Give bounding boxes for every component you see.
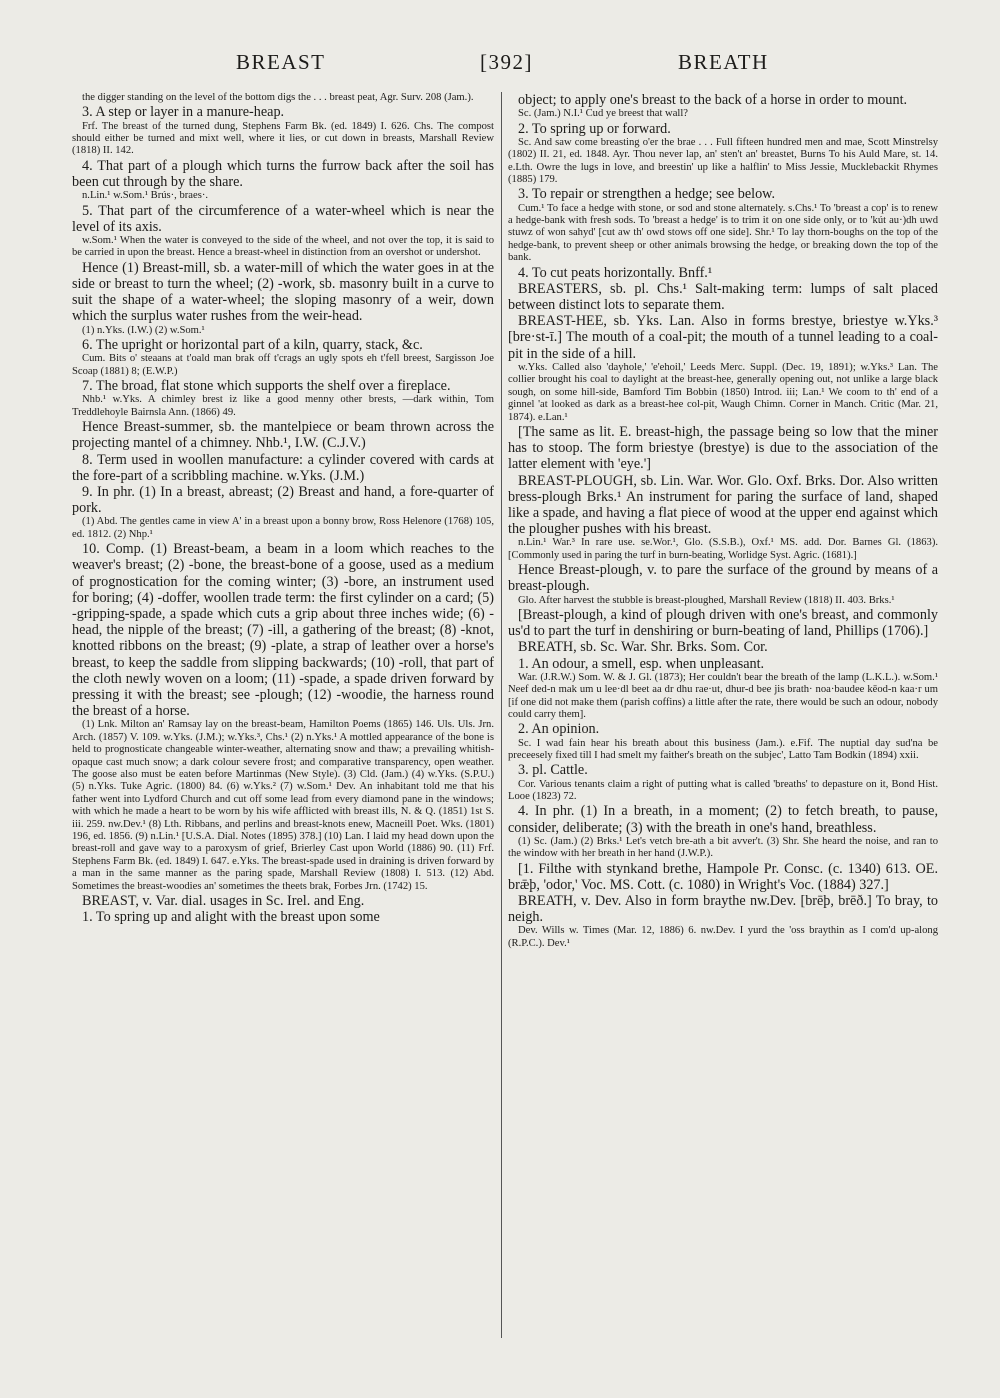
definition-paragraph: 10. Comp. (1) Breast-beam, a beam in a loom which reaches to the weaver's breast; (2) -bone, the breast-bone of a goose, used as a medium of prognostication for the coming winter; (3) -bore, an instrument used for boring; (4) -doffer, woollen trade term: the first cylinder on a card; (5) -gripping-spade, a spade which cuts a grip about three inches wide; (6) -head, the nipple of the breast; (7) -ill, a gathering of the breast; (8) -knot, knotted ribbons on the breast; (9) -plate, a strap of leather over a horse's breast, to keep the saddle from slipping backwards; (10) -roll, that part of the cloth newly woven on a loom; (11) -spade, a spade driven forward by pressing it with the breast; see -plough; (12) -woodie, the harness round the breast of a horse. (72, 541, 494, 720)
definition-paragraph: 1. To spring up and alight with the breast upon some (82, 909, 380, 926)
citation-paragraph: Glo. After harvest the stubble is breast-ploughed, Marshall Review (1818) II. 403. Brks.¹ (518, 594, 895, 606)
definition-paragraph: Hence Breast-summer, sb. the mantelpiece or beam thrown across the projecting mantel of a chimney. Nhb.¹, I.W. (C.J.V.) (72, 419, 494, 452)
citation-paragraph: Cor. Various tenants claim a right of putting what is called 'breaths' to depasture on it, Bond Hist. Looe (1823) 72. (508, 778, 938, 803)
citation-paragraph: (1) n.Yks. (I.W.) (2) w.Som.¹ (82, 324, 205, 336)
page-number: [392] (480, 50, 533, 74)
citation-paragraph: w.Som.¹ When the water is conveyed to the side of the wheel, and not over the top, it is said to be carried in upon the breast. Hence a breast-wheel in distinction from an overshot or undershot. (72, 235, 494, 259)
definition-paragraph: object; to apply one's breast to the back of a horse in order to mount. (518, 92, 908, 108)
citation-paragraph: Nhb.¹ w.Yks. A chimley brest iz like a good menny other brests, —dark within, Tom Treddlehoyle Bairnsla Ann. (1866) 49. (72, 394, 494, 418)
citation-paragraph: w.Yks. Called also 'dayhole,' 'e'ehoil,' Leeds Merc. Suppl. (Dec. 19, 1891); w.Yks.³ Lan. The collier brought his coal to daylight at the breast-hee, generally opening out, not unlike a large black sough, on some hill-side, Bamford Tim Bobbin (1850) Introd. iii; Lan.¹ We coom to th' end of a ginnel 'at looked as dark as a breast-hee col-pit, Waugh Chimn. Corner in Manch. Critic (Mar. 21, 1874). e.Lan.¹ (508, 361, 938, 423)
citation-paragraph: War. (J.R.W.) Som. W. & J. Gl. (1873); Her couldn't bear the breath of the lamp (L.K.L.). w.Som.¹ Neef ded-n mak um u lee·dl beet aa dr dhu rae·ut, dhur-d bee jis brath· noa·baudee kēod-n kaa·r um [if one did not make them (parish coffins) a little after the rate, there would be such an odour, nobody could carry them]. (508, 671, 938, 720)
citation-paragraph: Sc. (Jam.) N.I.¹ Cud ye breest that wall? (518, 108, 688, 120)
citation-paragraph: (1) Sc. (Jam.) (2) Brks.¹ Let's vetch bre-ath a bit avver't. (3) Shr. She heard the noise, and ran to the window with her breath in her hand (J.W.P.). (508, 835, 938, 860)
citation-paragraph: Sc. I wad fain hear his breath about this business (Jam.). e.Fif. The nuptial day sud'na be preceesely fixed till I had smelt my faither's breath on the subjec', Latto Tam Bodkin (1894) xxii. (508, 737, 938, 762)
citation-paragraph: n.Lin.¹ w.Som.¹ Brús·, braes·. (82, 190, 209, 202)
left-column (72, 92, 494, 1338)
definition-paragraph: 7. The broad, flat stone which supports the shelf over a fireplace. (82, 378, 451, 395)
definition-paragraph: BREAST-PLOUGH, sb. Lin. War. Wor. Glo. Oxf. Brks. Dor. Also written bress-plough Brks.¹ An instrument for paring the surface of land, shaped like a spade, and having a flat piece of wood at the upper end against which the plougher pushes with his breast. (508, 472, 938, 538)
definition-paragraph: 4. To cut peats horizontally. Bnff.¹ (518, 264, 713, 281)
definition-paragraph: [The same as lit. E. breast-high, the passage being so low that the miner has to stoop. The form briestye (brestye) is due to the association of the latter element with 'eye.'] (508, 423, 938, 473)
definition-paragraph: 6. The upright or horizontal part of a kiln, quarry, stack, &c. (82, 337, 423, 354)
citation-paragraph: (1) Lnk. Milton an' Ramsay lay on the breast-beam, Hamilton Poems (1865) 146. Uls. Uls. Jrn. Arch. (1857) V. 109. w.Yks. (J.M.); w.Yks.³, Chs.¹ (2) n.Yks.¹ A mottled appearance of the bone is held to prognosticate changeable winter-weather, alternating snow and thaw; a prevailing whitish-opaque cast much snow; a dark colour severe frost; and comparative transparency, open weather. The goose also must be eaten before Martinmas (New Style). (3) Cld. (Jam.) (4) w.Yks. (S.P.U.) (5) n.Yks. Tuke Agric. (1800) 84. (6) w.Yks.² (7) w.Som.¹ Dev. An inhabitant told me that his father went into Lydford Church and cut off some lead from every diamond pane in the windows; with which he made a heart to be worn by his wife afflicted with breast ills, N. & Q. (1851) 1st S. iii. 259. nw.Dev.¹ (8) Lth. Ribbans, and perlins and breast-knots enew, Macneill Poet. Wks. (1801) 196, ed. 1856. (9) n.Lin.¹ [U.S.A. Dial. Notes (1895) 378.] (10) Lan. I laid my head down upon the breast-roll and gave way to a paroxysm of grief, Brierley Cast upon World (1886) 90. (11) Frf. Stephens Farm Bk. (ed. 1849) I. 647. e.Yks. The breast-spade used in draining is driven forward by a man in the same manner as the paring spade, Marshall Review (1808) I. 513. (12) Abd. Sometimes the breast-woodies an' sometimes the theets brak, Forbes Jrn. (1742) 15. (72, 719, 494, 892)
column-divider (501, 92, 502, 1338)
citation-paragraph: n.Lin.¹ War.³ In rare use. se.Wor.¹, Glo. (S.S.B.), Oxf.¹ MS. add. Dor. Barnes Gl. (1863). [Commonly used in paring the turf in burn-beating, Worlidge Syst. Agric. (1681).] (508, 537, 938, 561)
definition-paragraph: BREASTERS, sb. pl. Chs.¹ Salt-making term: lumps of salt placed between distinct lots to separate them. (508, 280, 938, 314)
right-column (508, 92, 938, 1338)
definition-paragraph: [1. Filthe with stynkand brethe, Hampole Pr. Consc. (c. 1340) 613. OE. brǣþ, 'odor,' Voc. MS. Cott. (c. 1080) in Wright's Voc. (1884) 327.] (508, 860, 938, 893)
definition-paragraph: Hence (1) Breast-mill, sb. a water-mill of which the water goes in at the side or breast to turn the wheel; (2) -work, sb. masonry built in a curve to suit the shape of a water-wheel; the sloping masonry of a weir, down which the surplus water rushes from the weir-head. (72, 259, 494, 325)
definition-paragraph: BREAST, v. Var. dial. usages in Sc. Irel. and Eng. (82, 893, 365, 910)
definition-paragraph: 2. To spring up or forward. (518, 120, 671, 137)
definition-paragraph: Hence Breast-plough, v. to pare the surface of the ground by means of a breast-plough. (508, 562, 938, 595)
definition-paragraph: 4. That part of a plough which turns the furrow back after the soil has been cut through by the share. (72, 157, 494, 191)
definition-paragraph: 5. That part of the circumference of a water-wheel which is near the level of its axis. (72, 202, 494, 235)
citation-paragraph: Frf. The breast of the turned dung, Stephens Farm Bk. (ed. 1849) I. 626. Chs. The compost should either be turned and mixt well, where it lies, or cut down in breasts, Marshall Review (1818) II. 142. (72, 120, 494, 157)
citation-paragraph: (1) Abd. The gentles came in view A' in a breast upon a bonny brow, Ross Helenore (1768) 105, ed. 1812. (2) Nhp.¹ (72, 516, 494, 540)
definition-paragraph: [Breast-plough, a kind of plough driven with one's breast, and commonly us'd to part the turf in denshiring or burn-beating of land, Phillips (1706).] (508, 606, 938, 640)
definition-paragraph: 3. pl. Cattle. (518, 762, 588, 779)
right-headword: BREATH (678, 50, 769, 74)
definition-paragraph: BREAST-HEE, sb. Yks. Lan. Also in forms brestye, briestye w.Yks.³ [bre·st-ī.] The mouth of a coal-pit; the mouth of a tunnel leading to a coal-pit in the side of a hill. (508, 313, 938, 362)
citation-paragraph: Cum. Bits o' steaans at t'oald man brak off t'crags an ugly spots eh t'fell breest, Sargisson Joe Scoap (1881) 8; (E.W.P.) (72, 353, 494, 377)
definition-paragraph: 8. Term used in woollen manufacture: a cylinder covered with cards at the fore-part of a scribbling machine. w.Yks. (J.M.) (72, 451, 494, 484)
definition-paragraph: 2. An opinion. (518, 721, 600, 738)
left-headword: BREAST (236, 50, 326, 74)
definition-paragraph: 3. A step or layer in a manure-heap. (82, 104, 285, 121)
page-header (70, 50, 940, 80)
definition-paragraph: 4. In phr. (1) In a breath, in a moment; (2) to fetch breath, to pause, consider, deliberate; (3) with the breath in one's hand, breathless. (508, 803, 938, 836)
definition-paragraph: 9. In phr. (1) In a breast, abreast; (2) Breast and hand, a fore-quarter of pork. (72, 483, 494, 517)
citation-paragraph: Cum.¹ To face a hedge with stone, or sod and stone alternately. s.Chs.¹ To 'breast a cop' is to renew a hedge-bank with fresh sods. To 'breast a hedge' is to trim it on one side only, or to 'kút au·)dh uwd stuwz of won sahyd' [cut aw th' owd stows off one side]. Shr.¹ To lay thorn-boughs on the top of the hedge-bank, to prevent sheep or other animals browsing the hedge, or breaking down the top of the bank. (508, 202, 938, 264)
definition-paragraph: BREATH, v. Dev. Also in form braythe nw.Dev. [brēþ, brēð.] To bray, to neigh. (508, 893, 938, 926)
citation-paragraph: Sc. And saw come breasting o'er the brae . . . Full fifteen hundred men and mae, Scott Minstrelsy (1802) II. 21, ed. 1848. Ayr. Thou never lap, an' sten't an' breastet, Burns To his Auld Mare, st. 14. e.Lth. Owre the lugs in love, and breestin' up like a halflin' to Miss Jessie, Mucklebackit Rhymes (1885) 179. (508, 136, 938, 186)
definition-paragraph: 1. An odour, a smell, esp. when unpleasant. (518, 655, 765, 672)
citation-paragraph: the digger standing on the level of the bottom digs the . . . breast peat, Agr. Surv. 208 (Jam.). (82, 92, 474, 103)
definition-paragraph: BREATH, sb. Sc. War. Shr. Brks. Som. Cor. (518, 639, 768, 656)
citation-paragraph: Dev. Wills w. Times (Mar. 12, 1886) 6. nw.Dev. I yurd the 'oss braythin as I com'd up-along (R.P.C.). Dev.¹ (508, 925, 938, 949)
definition-paragraph: 3. To repair or strengthen a hedge; see below. (518, 186, 776, 203)
